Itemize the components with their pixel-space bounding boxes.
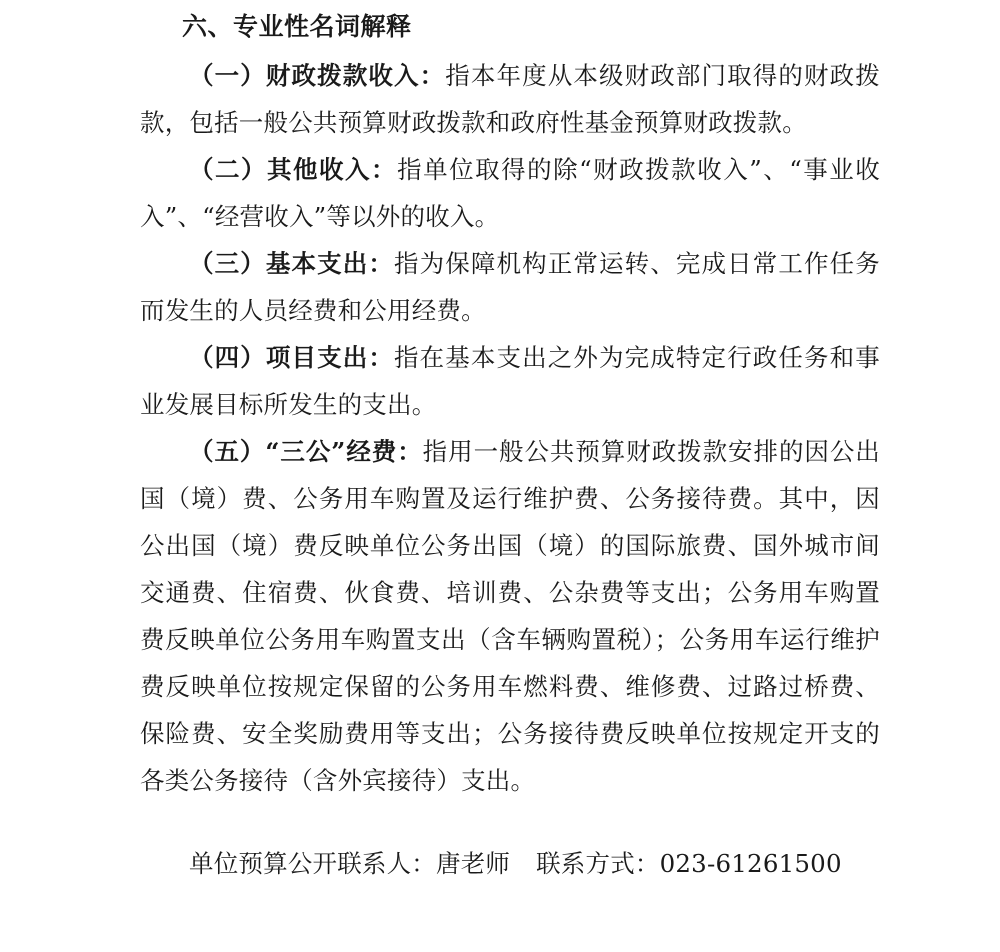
paragraph-body-4: 指在基本支出之外为完成特定行政任务和事业发展目标所发生的支出。 — [140, 342, 880, 419]
paragraph-body-3: 指为保障机构正常运转、完成日常工作任务而发生的人员经费和公用经费。 — [140, 248, 880, 325]
phone-number: 023-61261500 — [659, 848, 842, 878]
page-title: 六、专业性名词解释 — [182, 12, 412, 41]
paragraph-lead-3: （三）基本支出： — [189, 248, 395, 278]
contact-name: 唐老师 — [436, 848, 511, 878]
paragraph-item-3 — [140, 240, 880, 334]
paragraph-body-1: 指本年度从本级财政部门取得的财政拨款，包括一般公共预算财政拨款和政府性基金预算财政拨款。 — [140, 60, 881, 137]
paragraph-body-2: 指单位取得的除“财政拨款收入”、“事业收入”、“经营收入”等以外的收入。 — [140, 154, 880, 231]
paragraph-lead-5: （五）“三公”经费： — [189, 436, 423, 466]
paragraph-lead-2: （二）其他收入： — [189, 154, 398, 184]
phone-label: 联系方式： — [536, 848, 660, 878]
paragraph-item-1 — [140, 52, 880, 146]
contact-footer — [140, 842, 880, 886]
paragraph-item-5 — [140, 428, 880, 804]
paragraph-item-4 — [140, 334, 880, 428]
paragraph-lead-1: （一）财政拨款收入： — [189, 60, 446, 90]
paragraph-body-5: 指用一般公共预算财政拨款安排的因公出国（境）费、公务用车购置及运行维护费、公务接待费。其中，因公出国（境）费反映单位公务出国（境）的国际旅费、国外城市间交通费、住宿费、伙食费、培训费、公杂费等支出；公务用车购置费反映单位公务用车购置支出（含车辆购置税）；公务用车运行维护费反映单位按规定保留的公务用车燃料费、维修费、过路过桥费、保险费、安全奖励费用等支出；公务接待费反映单位按规定开支的各类公务接待（含外宾接待）支出。 — [140, 436, 880, 795]
paragraph-lead-4: （四）项目支出： — [189, 342, 395, 372]
paragraph-item-2 — [140, 146, 880, 240]
contact-label: 单位预算公开联系人： — [189, 848, 436, 878]
